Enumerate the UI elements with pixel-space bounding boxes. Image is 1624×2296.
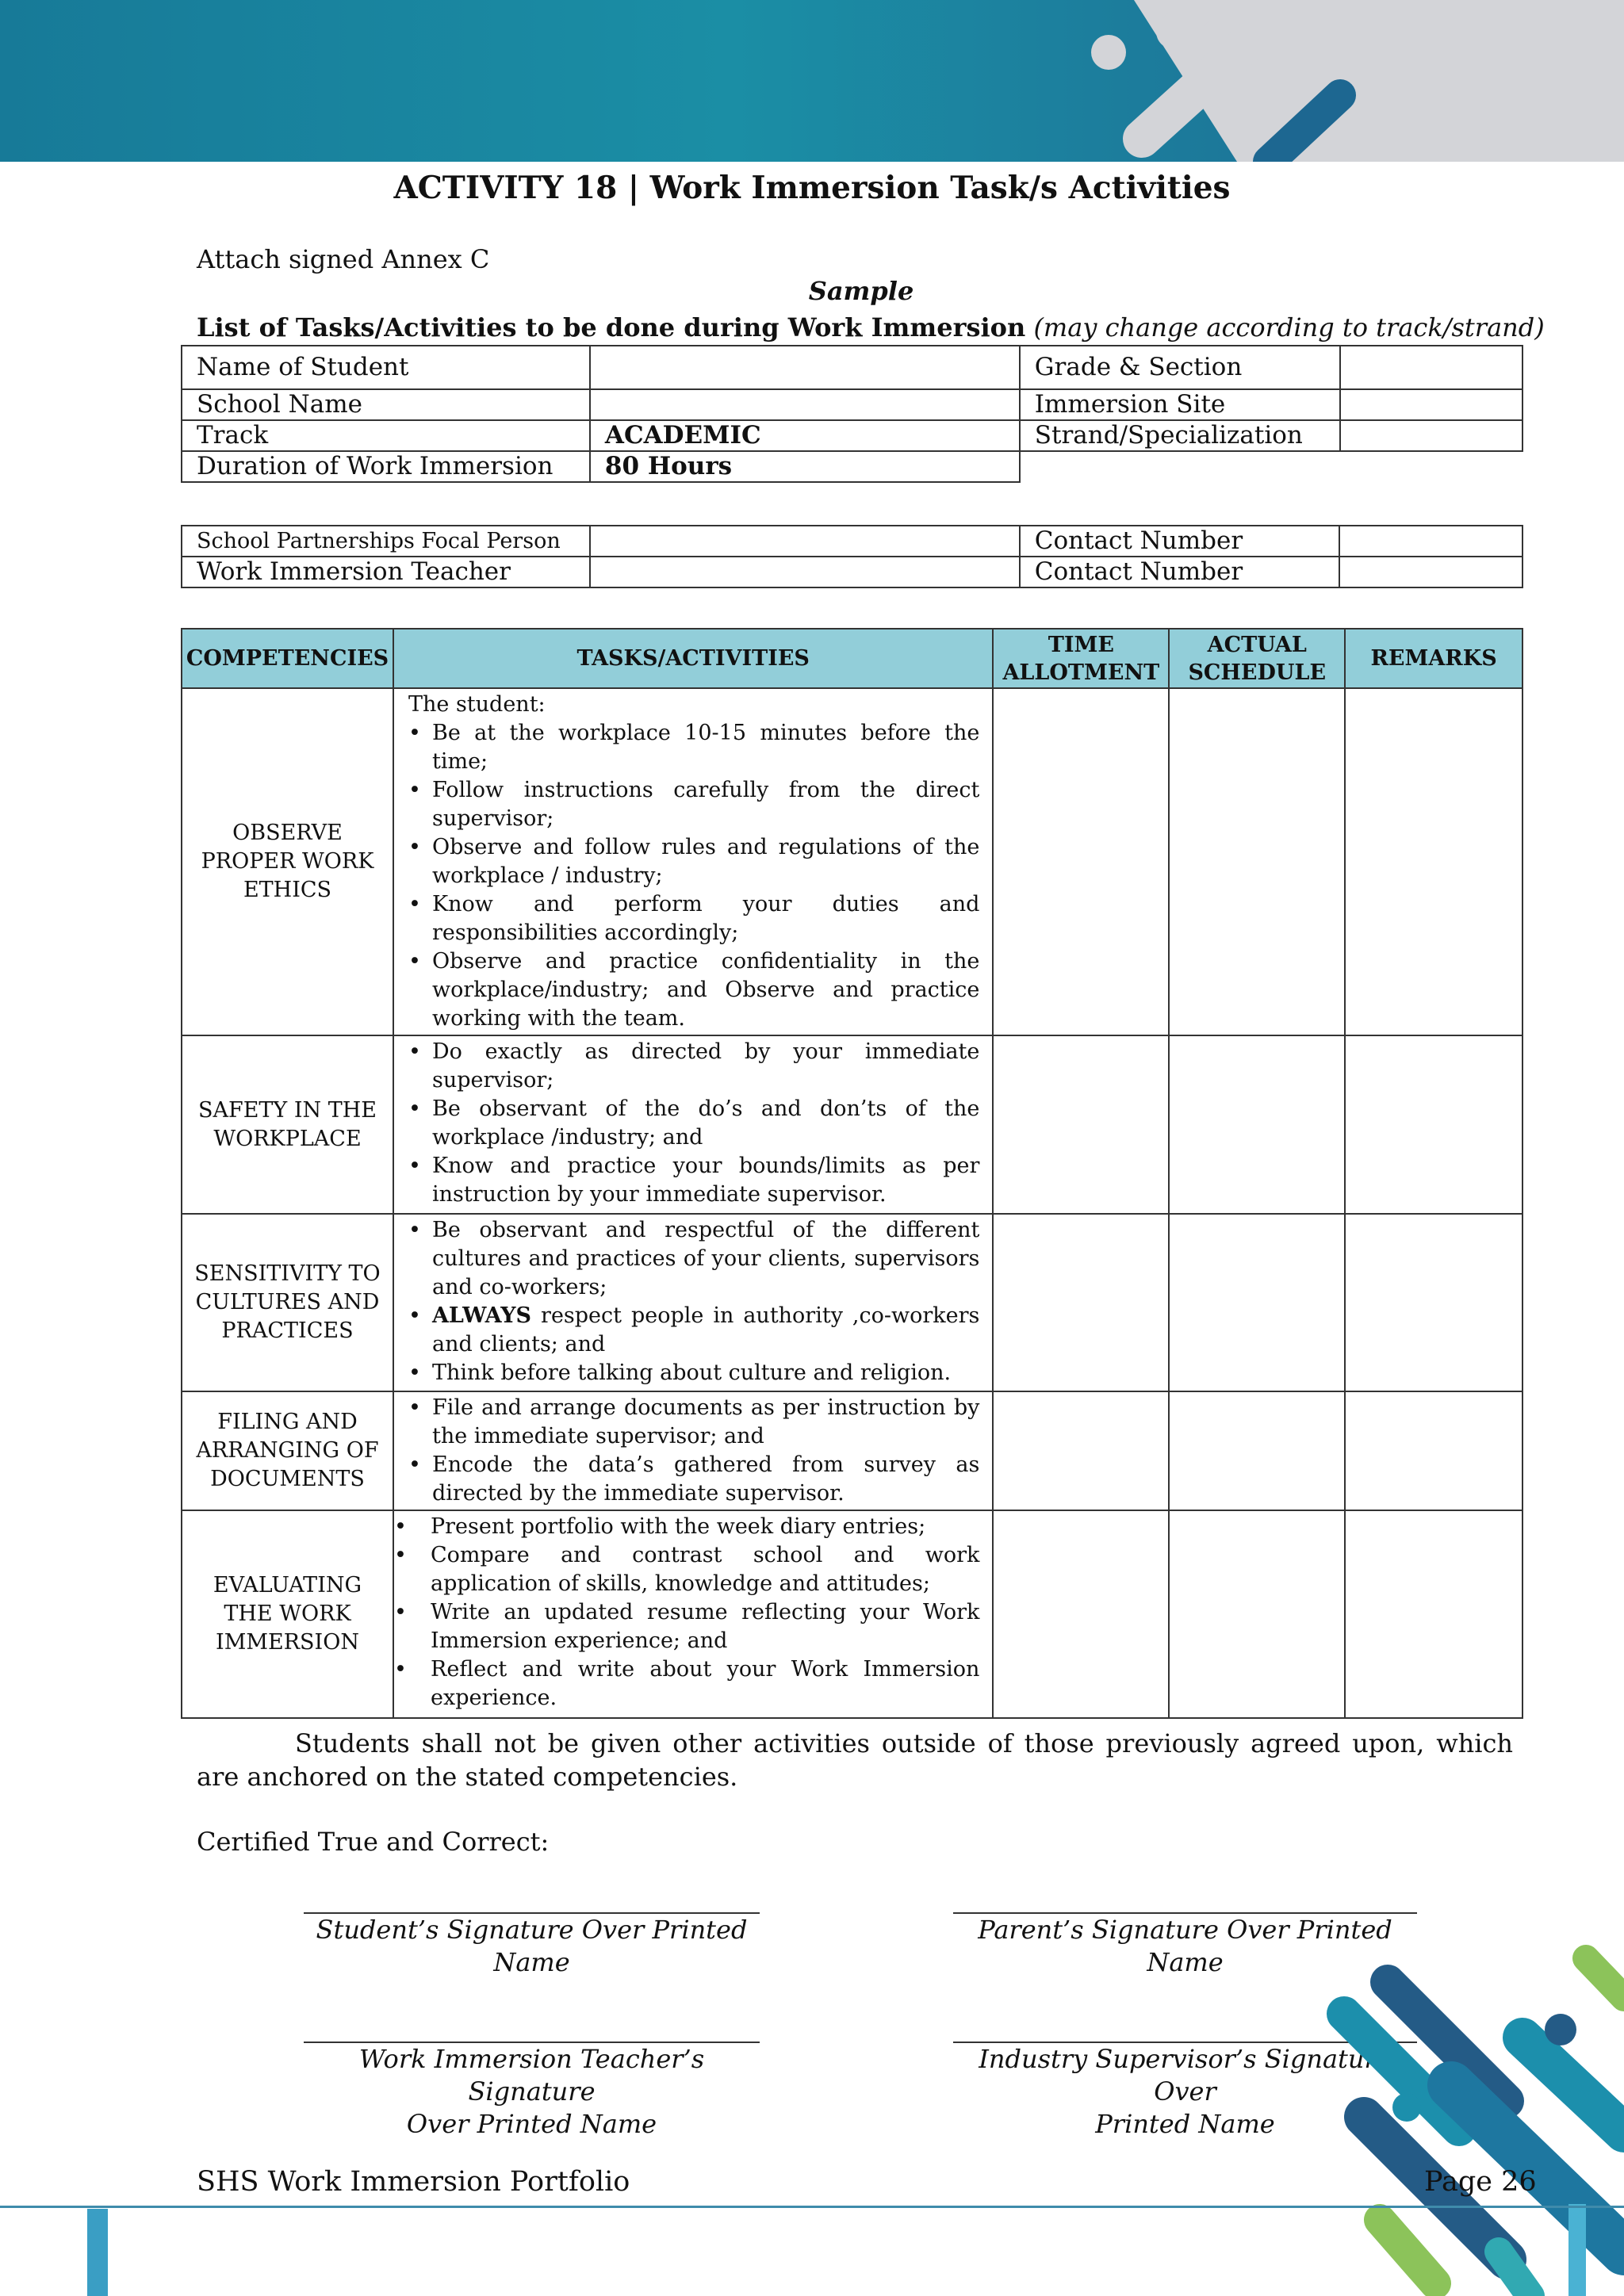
focal-person-label: School Partnerships Focal Person bbox=[182, 526, 590, 557]
strand-label: Strand/Specialization bbox=[1020, 420, 1340, 451]
note-paragraph: Students shall not be given other activities outside of those previously agreed upon, which are anchored on the stated competencies. bbox=[197, 1728, 1513, 1792]
actual-schedule-cell[interactable] bbox=[1169, 1214, 1345, 1391]
track-label: Track bbox=[182, 420, 590, 451]
footer-decoration bbox=[1269, 1934, 1624, 2296]
grade-label: Grade & Section bbox=[1020, 346, 1340, 389]
remarks-cell[interactable] bbox=[1345, 1214, 1522, 1391]
task-item: • Know and practice your bounds/limits as per instruction by your immediate supervisor. bbox=[408, 1152, 979, 1209]
task-item: • Be observant and respectful of the different cultures and practices of your clients, supervisors and co-workers; bbox=[408, 1216, 979, 1302]
task-item: • Think before talking about culture and religion. bbox=[408, 1359, 979, 1387]
header-remarks: REMARKS bbox=[1345, 629, 1522, 688]
teacher-signature-line1: Work Immersion Teacher’s Signature bbox=[358, 2044, 705, 2107]
footer-divider bbox=[0, 2206, 1624, 2208]
teacher-signature-caption bbox=[304, 2043, 760, 2141]
footer-accent-bar bbox=[87, 2209, 108, 2296]
table-row bbox=[182, 1214, 1522, 1391]
competency-line: SAFETY IN THE bbox=[197, 1097, 377, 1123]
teacher-signature-line2: Over Printed Name bbox=[406, 2109, 657, 2139]
competency-line: CULTURES AND bbox=[195, 1290, 380, 1314]
tasks-intro: The student: bbox=[408, 692, 546, 717]
task-item: • Encode the data’s gathered from survey as directed by the immediate supervisor. bbox=[408, 1451, 979, 1508]
teacher-contact-label: Contact Number bbox=[1020, 557, 1340, 587]
header-time-line1: TIME bbox=[1048, 632, 1114, 657]
competency-line: OBSERVE bbox=[232, 821, 343, 845]
list-heading-bold: List of Tasks/Activities to be done during Work Immersion bbox=[197, 312, 1026, 342]
school-label: School Name bbox=[182, 389, 590, 420]
competency-cell bbox=[182, 1510, 393, 1718]
student-signature-line2: Name bbox=[493, 1947, 570, 1977]
focal-person-value[interactable] bbox=[590, 526, 1020, 557]
tasks-cell bbox=[393, 1391, 993, 1510]
site-label: Immersion Site bbox=[1020, 389, 1340, 420]
footer-title: SHS Work Immersion Portfolio bbox=[197, 2166, 630, 2198]
competency-line: DOCUMENTS bbox=[210, 1467, 365, 1491]
competency-line: FILING AND bbox=[217, 1410, 358, 1434]
task-item: • Reflect and write about your Work Immersion experience. bbox=[394, 1655, 979, 1712]
time-allotment-cell[interactable] bbox=[993, 1391, 1169, 1510]
competency-line: SENSITIVITY TO bbox=[194, 1261, 381, 1286]
contacts-table bbox=[181, 525, 1523, 588]
task-item: • Know and perform your duties and responsibilities accordingly; bbox=[408, 890, 979, 947]
task-item: • Observe and follow rules and regulations of the workplace / industry; bbox=[408, 833, 979, 890]
page-title: ACTIVITY 18 | Work Immersion Task/s Activities bbox=[393, 170, 1231, 206]
task-item: • Follow instructions carefully from the direct supervisor; bbox=[408, 776, 979, 833]
time-allotment-cell[interactable] bbox=[993, 1214, 1169, 1391]
tasks-cell bbox=[393, 1214, 993, 1391]
industry-signature-line1: Industry Supervisor’s Signature Over bbox=[979, 2044, 1392, 2107]
competency-line: PRACTICES bbox=[221, 1318, 354, 1343]
student-info-table bbox=[181, 345, 1523, 483]
sample-label: Sample bbox=[808, 276, 914, 306]
list-heading-italic: (may change according to track/strand) bbox=[1033, 312, 1545, 342]
header-competencies: COMPETENCIES bbox=[182, 629, 393, 688]
site-value[interactable] bbox=[1340, 389, 1522, 420]
remarks-cell[interactable] bbox=[1345, 1391, 1522, 1510]
list-heading bbox=[197, 312, 1545, 342]
actual-schedule-cell[interactable] bbox=[1169, 1510, 1345, 1718]
school-value[interactable] bbox=[590, 389, 1020, 420]
industry-signature-line2: Printed Name bbox=[1095, 2109, 1275, 2139]
table-row bbox=[182, 1035, 1522, 1214]
actual-schedule-cell[interactable] bbox=[1169, 1035, 1345, 1214]
actual-schedule-cell[interactable] bbox=[1169, 688, 1345, 1035]
page-number: Page 26 bbox=[1424, 2166, 1537, 2198]
header-actual-line1: ACTUAL bbox=[1207, 632, 1307, 657]
tasks-cell bbox=[393, 1510, 993, 1718]
task-item: • Be observant of the do’s and don’ts of the workplace /industry; and bbox=[408, 1095, 979, 1152]
header-actual-schedule bbox=[1169, 629, 1345, 688]
header-time-allotment bbox=[993, 629, 1169, 688]
student-signature-caption bbox=[304, 1914, 760, 1979]
teacher-value[interactable] bbox=[590, 557, 1020, 587]
competency-line: WORKPLACE bbox=[213, 1126, 362, 1151]
tasks-cell bbox=[393, 688, 993, 1035]
competency-cell bbox=[182, 688, 393, 1035]
task-item: • File and arrange documents as per instruction by the immediate supervisor; and bbox=[408, 1394, 979, 1451]
header-time-line2: ALLOTMENT bbox=[1002, 660, 1160, 685]
header-actual-line2: SCHEDULE bbox=[1188, 660, 1327, 685]
track-value[interactable]: ACADEMIC bbox=[590, 420, 1020, 451]
annex-note: Attach signed Annex C bbox=[197, 244, 490, 274]
duration-label: Duration of Work Immersion bbox=[182, 451, 590, 482]
remarks-cell[interactable] bbox=[1345, 1035, 1522, 1214]
name-value[interactable] bbox=[590, 346, 1020, 389]
table-row bbox=[182, 1391, 1522, 1510]
name-label: Name of Student bbox=[182, 346, 590, 389]
competency-line: PROPER WORK bbox=[201, 849, 374, 874]
actual-schedule-cell[interactable] bbox=[1169, 1391, 1345, 1510]
time-allotment-cell[interactable] bbox=[993, 1035, 1169, 1214]
remarks-cell[interactable] bbox=[1345, 688, 1522, 1035]
task-emphasis: ALWAYS bbox=[431, 1303, 532, 1328]
strand-value[interactable] bbox=[1340, 420, 1522, 451]
competency-cell bbox=[182, 1391, 393, 1510]
header-banner bbox=[0, 0, 1624, 162]
teacher-label: Work Immersion Teacher bbox=[182, 557, 590, 587]
task-item-text: respect people in authority ,co-workers and clients; and bbox=[431, 1303, 980, 1357]
certified-label: Certified True and Correct: bbox=[197, 1827, 550, 1857]
tasks-cell bbox=[393, 1035, 993, 1214]
remarks-cell[interactable] bbox=[1345, 1510, 1522, 1718]
task-item: • Observe and practice confidentiality in the workplace/industry; and Observe and practice working with the team. bbox=[408, 947, 979, 1033]
competency-line: THE WORK bbox=[224, 1601, 351, 1626]
time-allotment-cell[interactable] bbox=[993, 688, 1169, 1035]
time-allotment-cell[interactable] bbox=[993, 1510, 1169, 1718]
task-item: • Compare and contrast school and work application of skills, knowledge and attitudes; bbox=[394, 1541, 979, 1598]
table-row bbox=[182, 688, 1522, 1035]
header-tasks: TASKS/ACTIVITIES bbox=[393, 629, 993, 688]
student-signature-line1: Student’s Signature Over Printed bbox=[316, 1915, 748, 1945]
duration-value[interactable]: 80 Hours bbox=[590, 451, 1020, 482]
teacher-contact-value[interactable] bbox=[1339, 557, 1522, 587]
competency-line: IMMERSION bbox=[216, 1630, 359, 1655]
grade-value[interactable] bbox=[1340, 346, 1522, 389]
competency-cell bbox=[182, 1035, 393, 1214]
focal-contact-label: Contact Number bbox=[1020, 526, 1340, 557]
task-item: • Do exactly as directed by your immediate supervisor; bbox=[408, 1038, 979, 1095]
competency-line: EVALUATING bbox=[213, 1573, 362, 1598]
parent-signature-caption: Parent’s Signature Over Printed Name bbox=[978, 1915, 1392, 1977]
competency-cell bbox=[182, 1214, 393, 1391]
competency-line: ETHICS bbox=[243, 878, 332, 902]
task-item bbox=[408, 1302, 979, 1359]
task-item: • Present portfolio with the week diary entries; bbox=[394, 1513, 979, 1541]
competency-table bbox=[181, 628, 1523, 1719]
task-item: • Write an updated resume reflecting your Work Immersion experience; and bbox=[394, 1598, 979, 1655]
competency-line: ARRANGING OF bbox=[196, 1438, 379, 1463]
task-item: • Be at the workplace 10-15 minutes before the time; bbox=[408, 719, 979, 776]
focal-contact-value[interactable] bbox=[1339, 526, 1522, 557]
table-row bbox=[182, 1510, 1522, 1718]
